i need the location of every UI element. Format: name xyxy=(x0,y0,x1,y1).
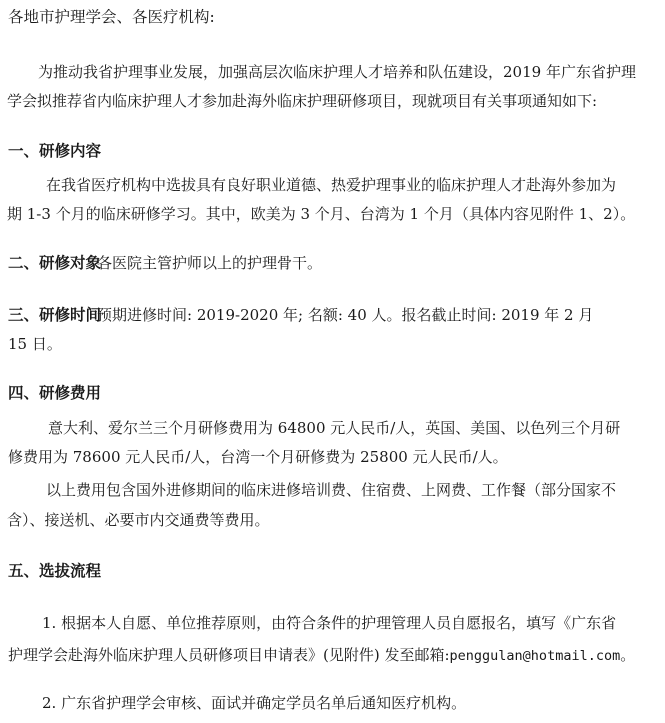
section-heading-fee: 四、研修费用 xyxy=(8,384,102,402)
salutation: 各地市护理学会、各医疗机构: xyxy=(8,8,215,26)
section-heading-content: 一、研修内容 xyxy=(8,142,102,160)
target-row xyxy=(8,253,322,273)
fee-line-4: 含）、接送机、必要市内交通费等费用。 xyxy=(7,511,270,529)
process-item-1-line-2 xyxy=(8,645,635,666)
time-line-2: 15 日。 xyxy=(8,335,62,353)
process-item-2: 2. 广东省护理学会审核、面试并确定学员名单后通知医疗机构。 xyxy=(42,694,467,712)
section-heading-time: 三、研修时间 xyxy=(8,306,102,324)
email-address: penggulan@hotmail.com xyxy=(449,648,621,664)
time-row xyxy=(8,305,593,325)
process-item-1-text: 护理学会赴海外临床护理人员研修项目申请表》(见附件) 发至邮箱: xyxy=(8,646,450,664)
section-heading-target: 二、研修对象 xyxy=(8,254,102,272)
process-item-1-end: 。 xyxy=(620,646,636,664)
target-text: 各医院主管护师以上的护理骨干。 xyxy=(97,254,323,272)
intro-line-2: 学会拟推荐省内临床护理人才参加赴海外临床护理研修项目，现就项目有关事项通知如下: xyxy=(7,92,598,110)
process-item-1-line-1: 1. 根据本人自愿、单位推荐原则，由符合条件的护理管理人员自愿报名，填写《广东省 xyxy=(42,614,617,632)
time-line-1: 预期进修时间: 2019-2020 年; 名额: 40 人。报名截止时间: 2019 年 2 月 xyxy=(97,306,594,324)
intro-line-1: 为推动我省护理事业发展，加强高层次临床护理人才培养和队伍建设，2019 年广东省护理 xyxy=(38,63,636,81)
fee-line-1: 意大利、爱尔兰三个月研修费用为 64800 元人民币/人，英国、美国、以色列三个月研 xyxy=(48,419,621,437)
section-heading-process: 五、选拔流程 xyxy=(8,562,102,580)
content-line-2: 期 1-3 个月的临床研修学习。其中，欧美为 3 个月、台湾为 1 个月（具体内容见附件 1、2）。 xyxy=(7,205,636,223)
fee-line-3: 以上费用包含国外进修期间的临床进修培训费、住宿费、上网费、工作餐（部分国家不 xyxy=(46,481,617,499)
fee-line-2: 修费用为 78600 元人民币/人，台湾一个月研修费为 25800 元人民币/人。 xyxy=(8,448,508,466)
content-line-1: 在我省医疗机构中选拔具有良好职业道德、热爱护理事业的临床护理人才赴海外参加为 xyxy=(46,176,617,194)
